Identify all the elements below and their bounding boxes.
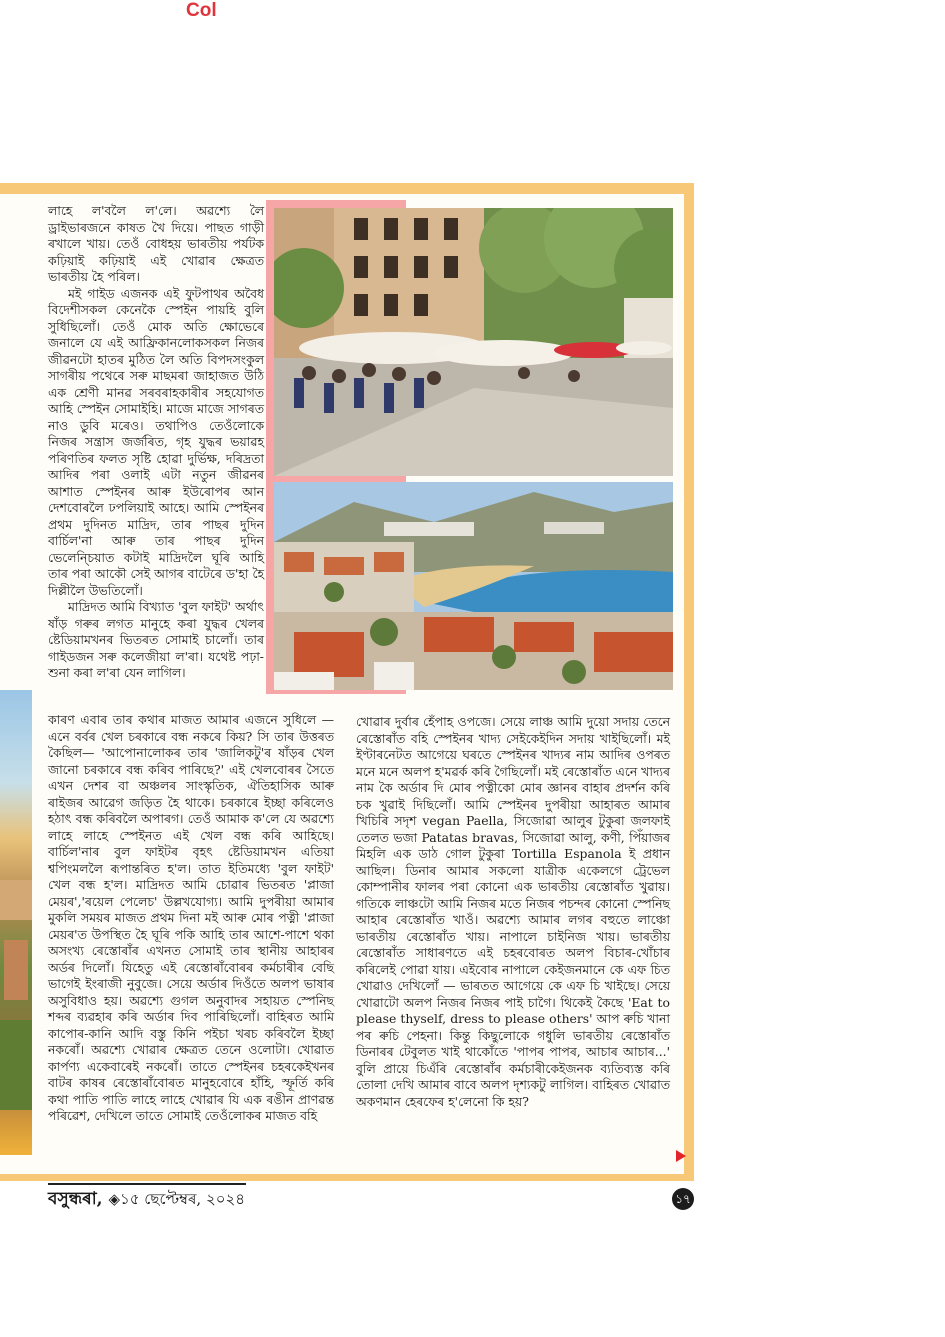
left-column-bottom xyxy=(48,712,334,1125)
page-number: ১৭ xyxy=(672,1188,694,1210)
left-column-top xyxy=(48,203,264,682)
footer xyxy=(48,1186,245,1214)
footer-rule xyxy=(48,1183,246,1185)
issue-date: ◈১৫ ছেপ্টেম্বৰ, ২০২৪ xyxy=(108,1190,245,1208)
paragraph: খোৱাৰ দুৰ্বাৰ হেঁপাহ ওপজে। সেয়ে লাঞ্চ আমি দুয়ো সদায় তেনে ৰেস্তোৰাঁত বহি স্পেইনৰ খাদ্য সেইকেইদিন সদায় খাইছিলোঁ। মই ইণ্টাৰনেটত আগেয়ে ঘৰতে স্পেইনৰ খাদ্যৰ নাম আদিৰ ওপৰত মনে মনে অলপ হ'মৱৰ্ক কৰি গৈছিলোঁ। মই ৰেস্তোৰাঁত এনে খাদ্যৰ নাম কৈ অৰ্ডাৰ দি মোৰ পত্নীকো মোৰ জ্ঞানৰ বাহাৰ প্ৰদৰ্শন কৰি চক খুৱাই দিছিলোঁ। আমি স্পেইনৰ দুপৰীয়া আহাৰত আমাৰ খিচিৰি সদৃশ vegan Paella, সিজোৱা আলুৰ টুকুৰা জলফাই তেলত ভজা Patatas bravas, সিজোৱা আলু, কণী, পিঁয়াজৰ মিহলি এক ডাঠ গোল টুকুৰা Tortilla Espanola ই প্ৰধান আছিল। ডিনাৰ আমাৰ সকলো যাত্ৰীক একেলগে ট্ৰেভেল কোম্পানীৰ ফালৰ পৰা কোনো এক ভাৰতীয় ৰেস্তোৰাঁত খুৱায়। গতিকে লাঞ্চটো আমি নিজৰ মতে নিজৰ পচন্দৰ কোনো স্পেনিছ আহাৰ ৰেস্তোৰাঁত খাওঁ। অৱশ্যে আমাৰ লগৰ বহুতে লাঞ্চো ভাৰতীয় ৰেস্তোৰাঁত খায়। নাপালে চাইনিজ খায়। ভাৰতীয় ৰেস্তোৰাঁত সাধাৰণতে এই চহৰবোৰত অলপ বিচাৰ-খোঁচাৰ কৰিলেই পোৱা যায়। এইবোৰ নাপালে কেইজনমানে কে এফ চিত খোৱাও দেখিলোঁ — ভাৰতত আগেয়ে কে এফ চি খাইছে। সেয়ে খোৱাটো অলপ নিজৰ নিজৰ পাই চাগৈ। থিকেই কৈছে 'Eat to please thyself, dress to please others' আপ ৰুচি খানা পৰ ৰুচি পেহনা। কিন্তু কিছুলোকে গধুলি ভাৰতীয় ৰেস্তোৰাঁত ডিনাৰৰ টেবুলত খাই থাকোঁতে 'পাপৰ পাপৰ, আচাৰ আচাৰ...' বুলি প্ৰায়ে চিএঁৰি ৰেস্তোৰাঁৰ কৰ্মচাৰীকেইজনক ব্যতিব্যস্ত কৰি তোলা দেখি আমাৰ বাবে অলপ দৃশ্যকটু লাগিল। বাহিৰত খোৱাত অকণমান হেৰফেৰ হ'লেনো কি হয়? xyxy=(356,714,670,1109)
paragraph: মই গাইড এজনক এই ফুটপাথৰ অবৈধ বিদেশীসকল কেনেকৈ স্পেইন পায়হি বুলি সুধিছিলোঁ। তেওঁ মোক অতি ক্ষোভেৰে জনালে যে এই আফ্ৰিকানলোকসকল নিজৰ জীৱনটো হাতৰ মুঠিত লৈ অতি বিপদসংকুল সাগৰীয় পথেৰে সৰু মাছমৰা জাহাজত উঠি এক শ্ৰেণী মানৱ সৰবৰাহকাৰীৰ সহযোগত আহি স্পেইন সোমাইহি। মাজে মাজে সাগৰত নাও ডুবি মৰেও। তথাপিও তেওঁলোকে নিজৰ সন্ত্ৰাস জৰ্জৰিত, গৃহ যুদ্ধৰ ভয়াৱহ পৰিণতিৰ ফলত সৃষ্টি হোৱা দুৰ্ভিক্ষ, দৰিদ্ৰতা আদিৰ পৰা ওলাই এটা নতুন জীৱনৰ আশাত স্পেইনৰ আৰু ইউৰোপৰ আন দেশবোৰলৈ ঢপলিয়াই আহে। আমি স্পেইনৰ প্ৰথম দুদিনত মাদ্ৰিদ, তাৰ পাছৰ দুদিন বাৰ্চিল'না আৰু তাৰ পাছৰ দুদিন ভেলেন্চিয়াত কটাই মাদ্ৰিদলৈ ঘূৰি আহি তাৰ পৰা আকৌ সেই আগৰ বাটেৰে ড'হা হৈ দিল্লীলৈ উভতিলোঁ। xyxy=(48,285,264,598)
paragraph: লাহে ল'বলৈ ল'লে। অৱশ্যে লৈ ড্ৰাইভাৰজনে কাষত খৈ দিয়ে। পাছত গাড়ী ৰখালে খায়। তেওঁ বোধহয় ভাৰতীয় পৰ্যটক কঢ়িয়াই কঢ়িয়াই এই খোৱাৰ ক্ষেত্ৰত ভাৰতীয় হৈ পৰিল। xyxy=(48,203,264,284)
magazine-name: বসুন্ধৰা, xyxy=(48,1189,103,1209)
paragraph: কাৰণ এবাৰ তাৰ কথাৰ মাজত আমাৰ এজনে সুধিলে — এনে বৰ্বৰ খেল চৰকাৰে বন্ধ নকৰে কিয়? সি তাৰ উত্তৰত কৈছিল— 'আপোনালোকৰ তাৰ 'জালিকটু'ৰ ষাঁড়ৰ খেল জানো চৰকাৰে বন্ধ কৰিব পাৰিছে?' এই খেলবোৰৰ সৈতে এখন দেশৰ বা অঞ্চলৰ সাংস্কৃতিক, ঐতিহাসিক আৰু ৰাইজৰ আৱেগ জড়িত হৈ থাকে। চৰকাৰে ইচ্ছা কৰিলেও হঠাৎ বন্ধ কৰিবলৈ অপাৰগ। তেওঁ আমাক ক'লে যে অৱশ্যে লাহে লাহে স্পেইনত এই খেল বন্ধ কৰি আহিছে। বাৰ্চিল'নাৰ বুল ফাইটৰ বৃহৎ ষ্টেডিয়ামখন এতিয়া শ্বপিংমললৈ ৰূপান্তৰিত হ'ল। তাত ইতিমধ্যে 'বুল ফাইট' খেল বন্ধ হ'ল। মাদ্ৰিদত আমি চোৱাৰ ভিতৰত 'প্লাজা মেয়ৰ','ৰয়েল পেলেচ' উল্লখযোগ্য। আমি দুপৰীয়া আমাৰ মুকলি সময়ৰ মাজত প্ৰথম দিনা মই আৰু মোৰ পত্নী 'প্লাজা মেয়ৰ'ত উপস্থিত হৈ ঘূৰি পকি আহি তাৰ আশে-পাশে থকা অসংখ্য ৰেস্তোৰাঁৰ এখনত সোমাই তাৰ স্থানীয় আহাৰৰ অৰ্ডৰ দিলোঁ। যিহেতু এই ৰেস্তোৰাঁবোৰৰ কৰ্মচাৰীৰ বেছি ভাগেই ইংৰাজী নুবুজে। সেয়ে অৰ্ডাৰ দিওঁতে অলপ ভাষাৰ অসুবিধাও হয়। অৱশ্যে গুগল অনুবাদৰ সহায়ত স্পেনিছ শব্দৰ ব্যৱহাৰ কৰি অৰ্ডাৰ দিব পাৰিছিলোঁ। বাহিৰত আমি কাপোৰ-কানি আদি বস্তু কিনি পইচা খৰচ কৰিবলৈ ইচ্ছা নকৰোঁ। অৱশ্যে খোৱাৰ ক্ষেত্ৰত তেনে ওলোটা। খোৱাত কাৰ্পণ্য একেবাৰেই নকৰোঁ। তাতে স্পেইনৰ চহৰকেইখনৰ বাটৰ কাষৰ ৰেস্তোৰাঁবোৰত মানুহবোৰে হাঁহি, স্ফূৰ্তি কৰি কথা পাতি পাতি লাহে লাহে খোৱাৰ যি এক ৰঙীন প্ৰাণৱন্ত পৰিৱেশ, দেখিলে তাতে সোমাই তেওঁলোকৰ মাজত বহি xyxy=(48,712,334,1123)
beach-town-photo xyxy=(274,482,673,690)
paragraph: মাদ্ৰিদত আমি বিখ্যাত 'বুল ফাইট' অৰ্থাৎ ষাঁড় গৰুৰ লগত মানুহে কৰা যুদ্ধৰ খেলৰ ষ্টেডিয়ামখনৰ ভিতৰত সোমাই চালোঁ। তাৰ গাইডজন সৰু কলেজীয়া ল'ৰা। যথেষ্ট পঢ়া-শুনা কৰা ল'ৰা যেন লাগিল। xyxy=(48,599,264,680)
left-edge-photo xyxy=(0,690,32,1155)
continue-arrow-icon xyxy=(676,1150,686,1162)
right-column xyxy=(356,714,670,1110)
corner-label: Col xyxy=(186,0,217,21)
plaza-cafe-photo xyxy=(274,208,673,476)
